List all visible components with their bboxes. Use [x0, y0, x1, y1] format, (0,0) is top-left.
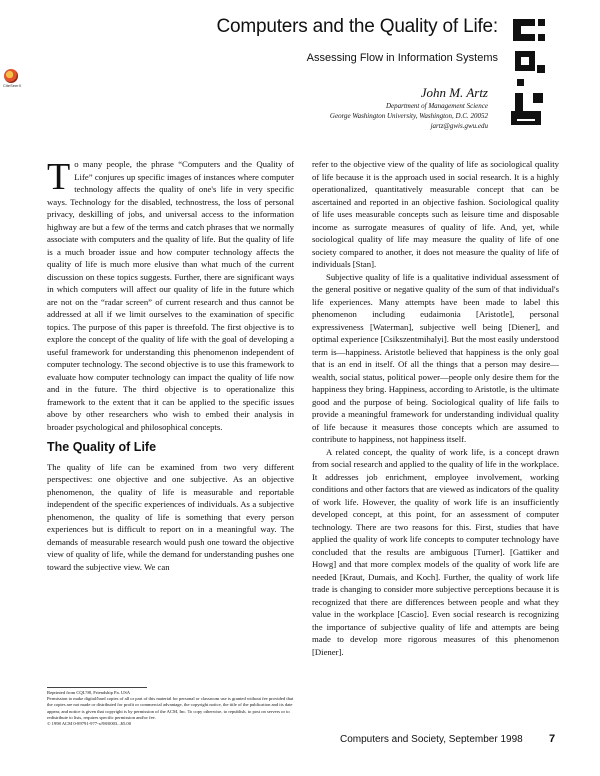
footnote — [47, 690, 294, 727]
badge-text: CiteSeerX — [3, 83, 22, 88]
cql-logo-icon — [505, 13, 557, 133]
right-paragraph-2: Subjective quality of life is a qualitative individual assessment of the general positive or negative quality of the sum of that individual's life experiences. Many attempts have been made to label this phenomenon including eudaimonia [Aristotle], personal expressiveness [Waterman], subjective well being [Diener], and optimal experience [Csikszentmihalyi]. But the most easily understood term is—happiness. Aristotle believed that happiness is the only goal that is an end in itself. Of all the things that a person may desire—wealth, social status, political power—people only desire them for the happiness they bring. Happiness, according to Aristotle, is the ultimate good and the purpose of being. Sociological quality of life fails to provide a meaningful framework for understanding individual quality of life because it measures those concepts which are assumed to contribute to happiness, not happiness itself. — [312, 271, 559, 444]
footnote-reprint: Reprinted from CQL'98, Friendship Pa. USA — [47, 690, 131, 695]
paper-title: Computers and the Quality of Life: — [216, 16, 498, 37]
left-column — [47, 158, 294, 573]
intro-paragraph — [47, 158, 294, 433]
intro-text: o many people, the phrase “Computers and the Quality of Life” conjures up specific images of instances where computer technology affects the quality of one's life in very specific ways. Technology for the disabled, technostress, the loss of personal privacy, deskilling of jobs, and universal access to the information highway are but a few of the terms and catch phrases that we normally associate with computers and the quality of life. But the quality of life is a much broader issue and how computer technology affects the quality of life is much more elusive than what much of the current discussion on these topics suggests. Further, there are significant ways in which computers will affect our quality of life in the future which are not on the “radar screen” of current research and thus cannot be addressed at all if we limit ourselves to the examination of specific topics. The purpose of this paper is threefold. The first objective is to explore the concept of the quality of life with the goal of developing a useful framework for understanding this phenomenon independent of computer technology. The second objective is to use this framework to evaluate how computer technology can impact the quality of life now and in the future. The third objective is to operationalize this framework to the extent that it can be applied to the specific issues above by other researchers who wish to embed their analysis in broader psychological and philosophical concepts. — [47, 159, 294, 432]
paper-subtitle: Assessing Flow in Information Systems — [306, 52, 498, 64]
citeseer-badge-logo — [3, 69, 22, 99]
right-column — [312, 158, 559, 658]
journal-footer: Computers and Society, September 1998 — [340, 734, 523, 745]
author-block — [300, 85, 488, 131]
author-university: George Washington University, Washington, D.C. 20052 — [329, 112, 488, 120]
drop-cap: T — [47, 156, 71, 198]
author-department: Department of Management Science — [385, 102, 488, 110]
section-heading: The Quality of Life — [47, 440, 157, 454]
footnote-permission: Permission to make digital/hard copies of all or part of this material for personal or classroom use is granted without fee provided that the copies are not made or distributed for profit or commercial advantage, the copyright notice, the title of the publication and its date appear, and notice is given that copyright is by permission of the ACM, Inc. To copy otherwise, to republish, to post on servers or to redistribute to lists, requires specific permission and/or fee. — [47, 696, 294, 720]
right-paragraph-3: A related concept, the quality of work life, is a concept drawn from social research and applied to the quality of life in the workplace. It addresses job enrichment, employee involvement, working conditions and other factors that are viewed as indicators of the quality of work life. However, the quality of work life is an insufficiently developed concept, at this point, for an assessment of computer technology. There are two reasons for this. First, studies that have applied the quality of work life concepts to computer technology have concluded that the results are ambiguous [Turner]. [Gattiker and Howg] and that more complex models of the quality of work life are needed [Kraut, Dumais, and Koch]. Further, the quality of work life trade is changing to consider more subjective perceptions because it is recognized that there are differences between people and what they value in the workplace [Cascio]. Even social research is recognizing the importance of subjective quality of life and attempts are being made to develop more rigorous measures of this phenomenon [Diener]. — [312, 446, 559, 657]
author-email[interactable]: jartz@gwis.gwu.edu — [430, 122, 488, 130]
quality-of-life-paragraph: The quality of life can be examined from two very different perspectives: one objective and one subjective. As an objective phenomenon, the quality of life is measurable and reportable independent of the specific experiences of individuals. As a subjective phenomenon, the quality of life is something that every person experiences but is difficult to report on in a meaningful way. The demands of measurable research would push one toward the objective view of quality of life, while the demand for understanding pushes one toward the subjective view. We can — [47, 461, 294, 572]
badge-emblem-icon — [4, 69, 18, 83]
footnote-copyright: © 1998 ACM 0-89791-977-x/98/0003...$5.00 — [47, 721, 132, 727]
right-paragraph-1: refer to the objective view of the quality of life as sociological quality of life because it is the approach used in social research. It is a highly operationalized, quantitatively measurable concept that can be ascertained and reported in an objective fashion. Sociological quality of life uses measurable concepts such as leisure time and disposable income as surrogate measures of quality of life. And, yet, while sociological quality of life may measure the quality of life of one society compared to another, it does not measure the quality of life of individuals [Stan]. — [312, 159, 559, 269]
author-name: John M. Artz — [420, 85, 488, 100]
page-number: 7 — [549, 733, 556, 745]
footnote-rule — [47, 687, 147, 688]
